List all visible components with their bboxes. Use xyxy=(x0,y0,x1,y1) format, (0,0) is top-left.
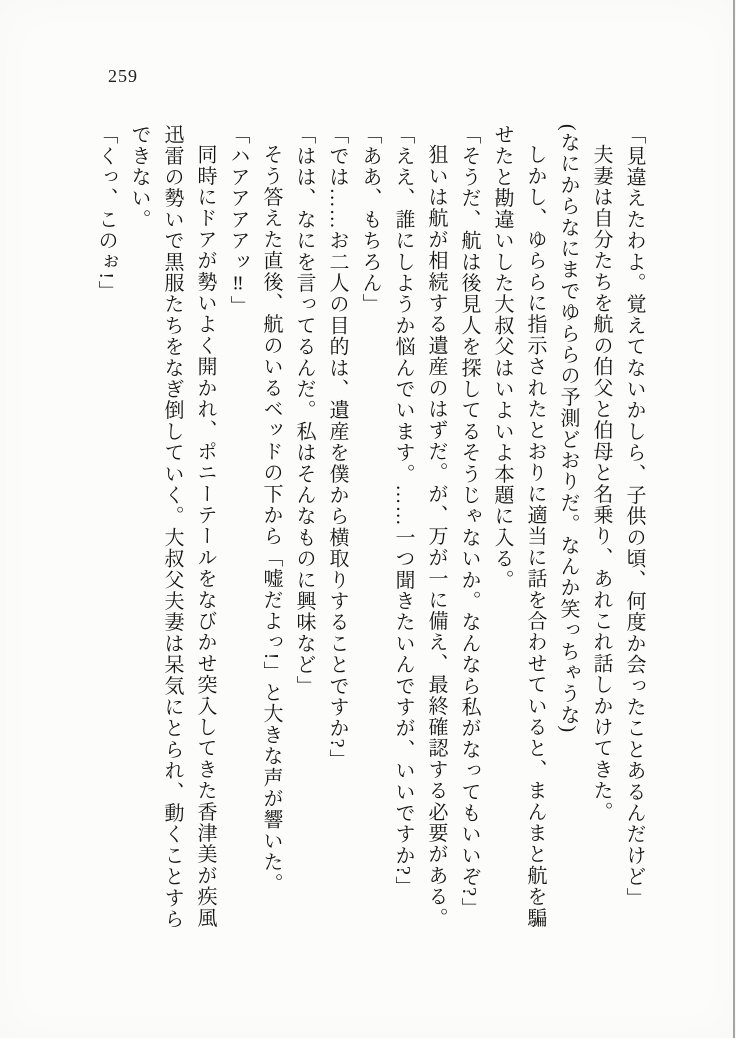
text-line: 「くっ、このぉ!」 xyxy=(95,124,117,302)
text-block xyxy=(89,124,650,954)
scan-edge-line xyxy=(733,0,735,1038)
text-line: 「ええ、誰にしようか悩んでいます。……一つ聞きたいんですが、いいですか?」 xyxy=(392,124,414,898)
text-line: 「はは、なにを言ってるんだ。私はそんなものに興味など」 xyxy=(293,124,315,697)
text-line: (なにからなにまでゆららの予測どおりだ。なんか笑っちゃうな) xyxy=(557,124,579,734)
text-line: できない。 xyxy=(128,124,150,230)
text-line: 狙いは航が相続する遺産のはずだ。が、万が一に備え、最終確認する必要がある。 xyxy=(425,144,447,929)
text-line: 「では……お二人の目的は、遺産を僕から横取りすることですか?」 xyxy=(326,124,348,771)
text-line: せたと勘違いした大叔父はいよいよ本題に入る。 xyxy=(491,124,513,591)
text-line: しかし、ゆららに指示されたとおりに適当に話を合わせていると、まんまと航を騙 xyxy=(524,144,546,929)
text-line: 同時にドアが勢いよく開かれ、ポニーテールをなびかせ突入してきた香津美が疾風 xyxy=(194,144,216,929)
text-line: 迅雷の勢いで黒服たちをなぎ倒していく。大叔父夫妻は呆気にとられ、動くことすら xyxy=(161,124,183,930)
page-number: 259 xyxy=(108,66,138,86)
text-line: 「そうだ、航は後見人を探してるそうじゃないか。なんなら私がなってもいいぞ?」 xyxy=(458,124,480,919)
text-line: 「ああ、もちろん」 xyxy=(359,124,381,315)
text-line: 「見違えたわよ。覚えてないかしら、子供の頃、何度か会ったことあるんだけど」 xyxy=(623,124,645,909)
text-line: 「ハアアアアッ‼」 xyxy=(227,124,249,317)
text-line: そう答えた直後、航のいるベッドの下から「嘘だよっ!」と大きな声が響いた。 xyxy=(260,144,282,894)
text-line: 夫妻は自分たちを航の伯父と伯母と名乗り、あれこれ話しかけてきた。 xyxy=(590,144,612,823)
